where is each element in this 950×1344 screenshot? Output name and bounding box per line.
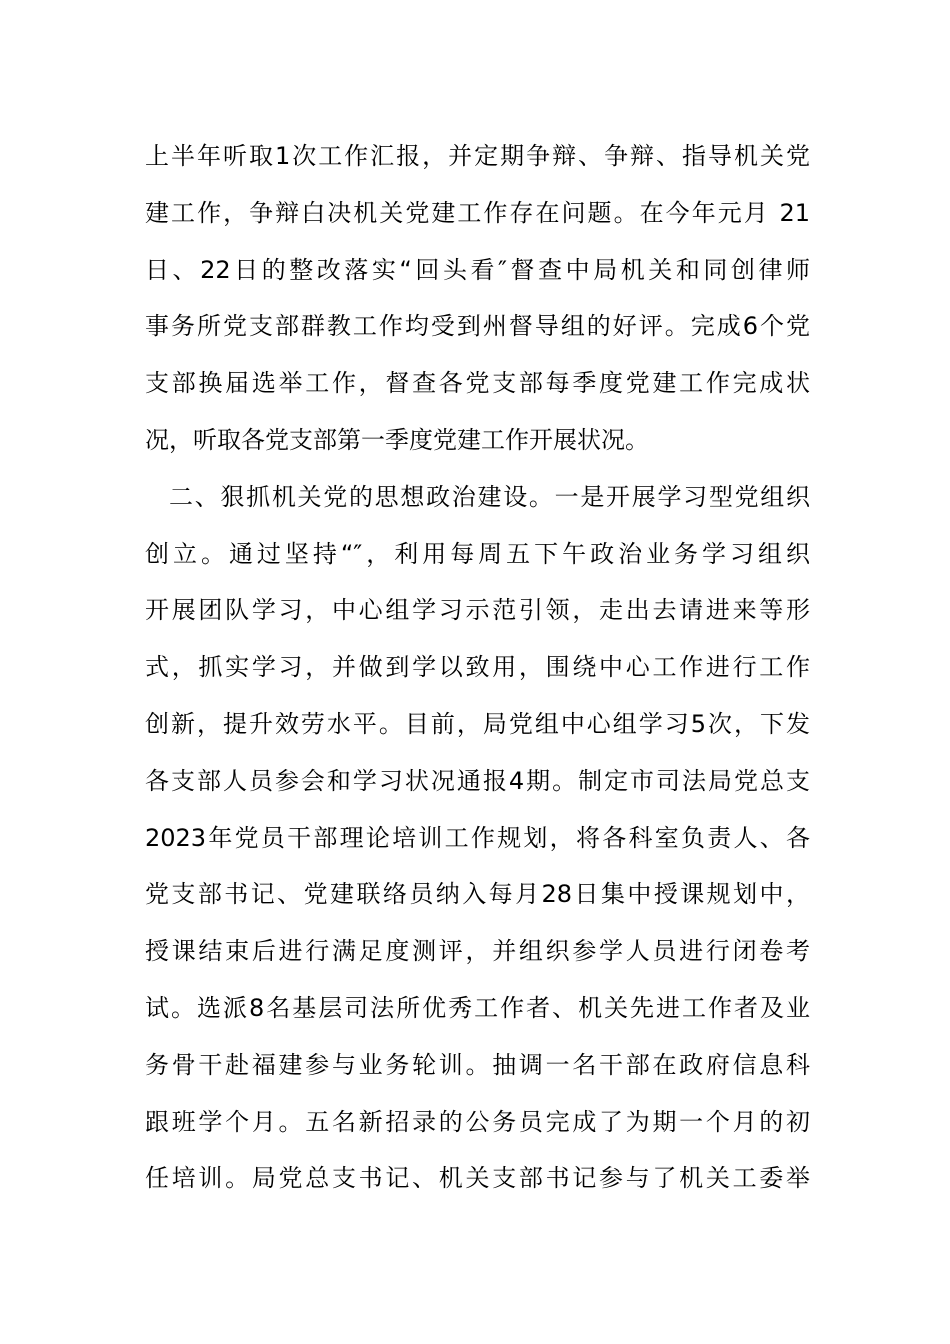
text-line: 日、22日的整改落实“回头看″督查中局机关和同创律师 — [145, 255, 810, 284]
text-line: 授课结束后进行满足度测评，并组织参学人员进行闭卷考 — [145, 937, 810, 966]
text-line: 式，抓实学习，并做到学以致用，围绕中心工作进行工作 — [145, 653, 810, 682]
text-line: 事务所党支部群教工作均受到州督导组的好评。完成6个党 — [145, 312, 810, 341]
text-line: 各支部人员参会和学习状况通报4期。制定市司法局党总支 — [145, 766, 810, 795]
text-line: 创立。通过坚持“″，利用每周五下午政治业务学习组织 — [145, 539, 810, 568]
text-line: 二、狠抓机关党的思想政治建设。一是开展学习型党组织 — [169, 482, 810, 511]
text-line: 党支部书记、党建联络员纳入每月28日集中授课规划中， — [145, 880, 810, 909]
text-line: 任培训。局党总支书记、机关支部书记参与了机关工委举 — [145, 1164, 810, 1193]
text-line: 开展团队学习，中心组学习示范引领，走出去请进来等形 — [145, 596, 810, 625]
text-line: 支部换届选举工作，督查各党支部每季度党建工作完成状 — [145, 369, 810, 398]
text-line: 上半年听取1次工作汇报，并定期争辩、争辩、指导机关党 — [145, 142, 810, 170]
text-line: 创新，提升效劳水平。目前，局党组中心组学习5次，下发 — [145, 709, 810, 738]
text-line: 2023年党员干部理论培训工作规划，将各科室负责人、各 — [145, 823, 810, 852]
body-text — [145, 128, 810, 1207]
text-line: 务骨干赴福建参与业务轮训。抽调一名干部在政府信息科 — [145, 1050, 810, 1079]
text-line: 况，听取各党支部第一季度党建工作开展状况。 — [145, 425, 649, 454]
text-line: 跟班学个月。五名新招录的公务员完成了为期一个月的初 — [145, 1107, 810, 1136]
text-line: 建工作，争辩白决机关党建工作存在问题。在今年元月 21 — [145, 198, 810, 227]
text-line: 试。选派8名基层司法所优秀工作者、机关先进工作者及业 — [145, 993, 810, 1022]
